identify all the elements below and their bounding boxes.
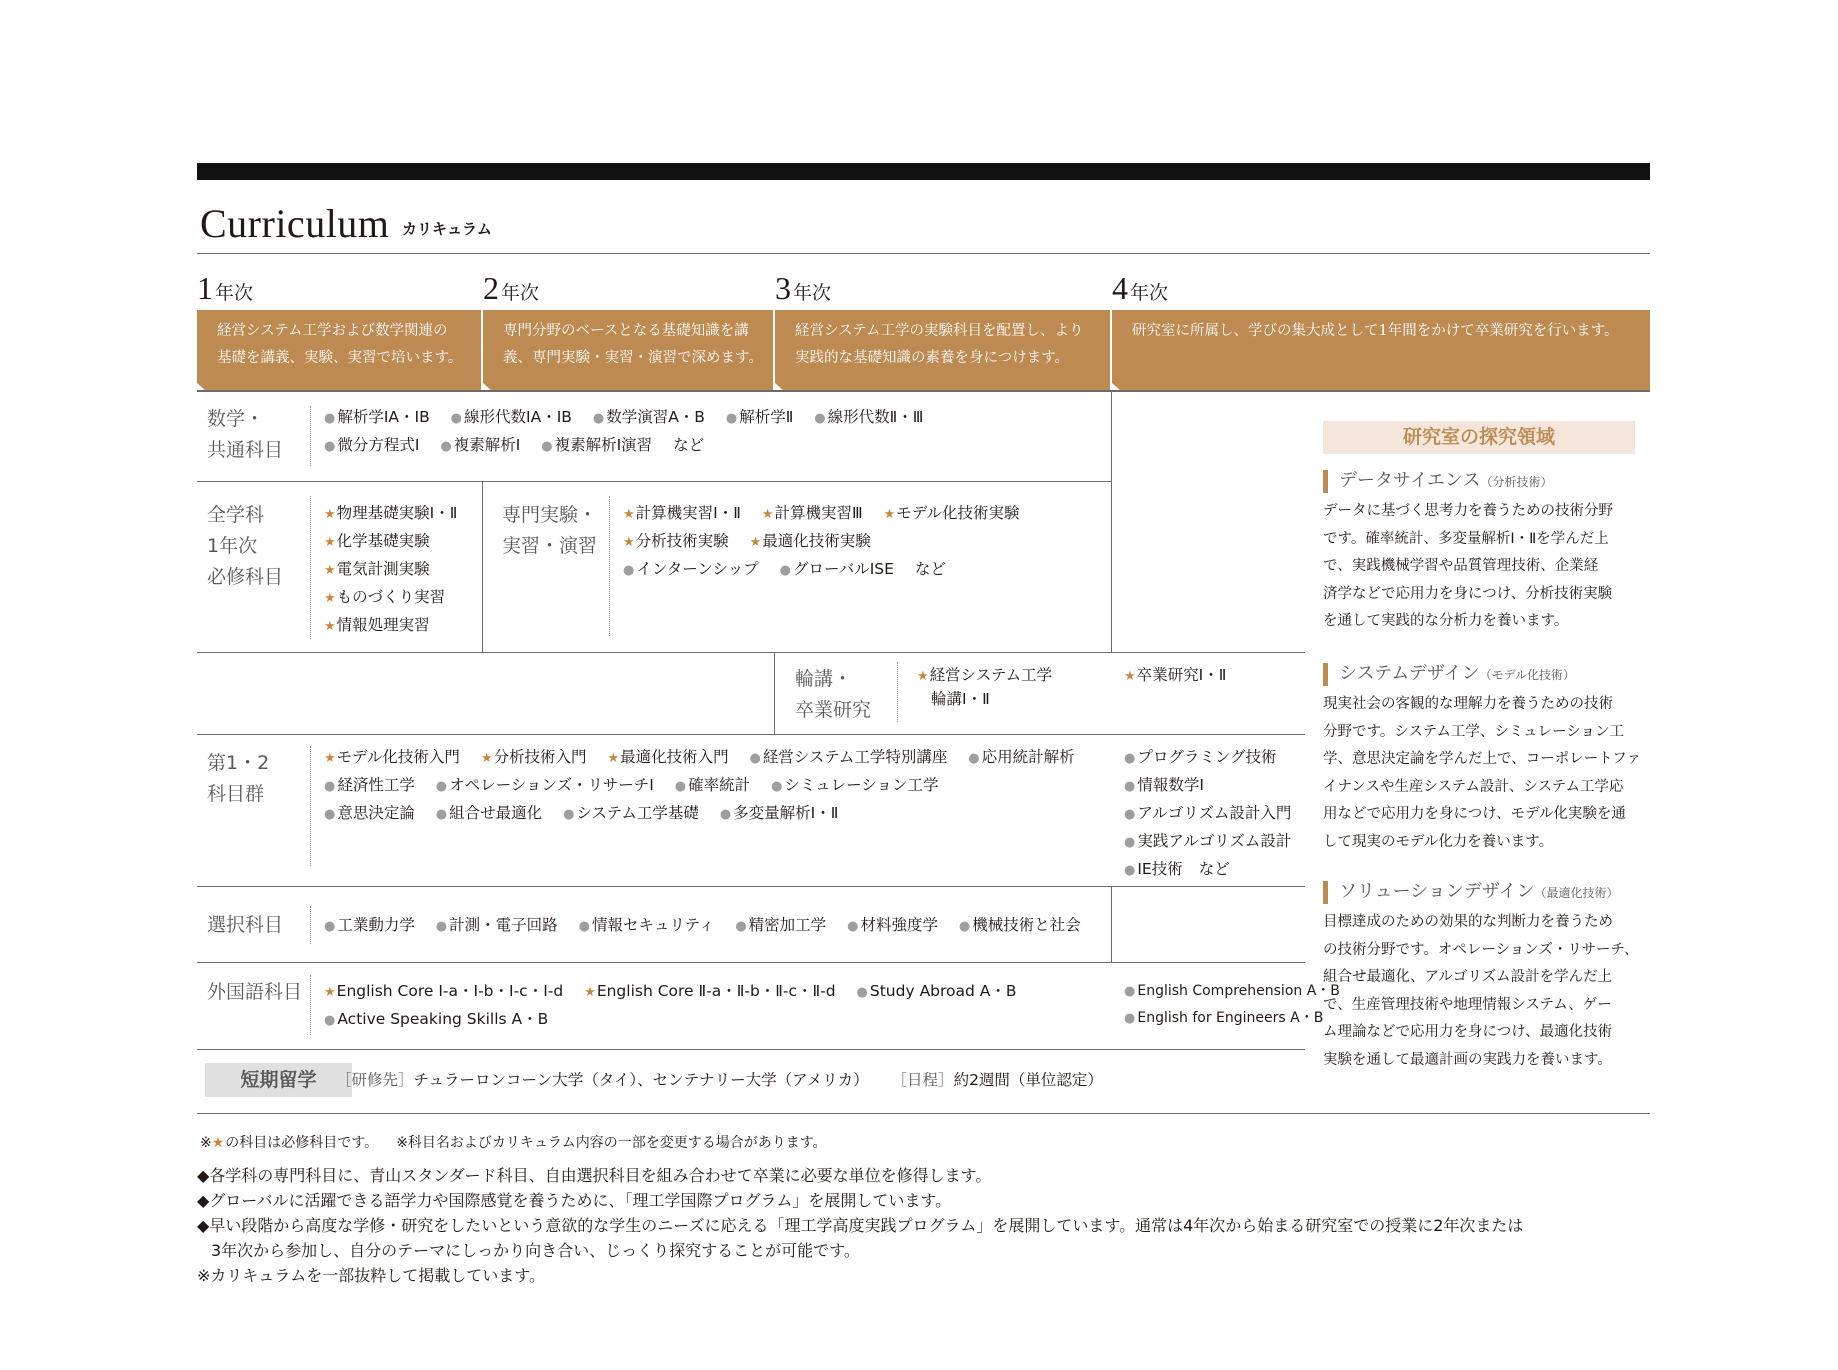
etc-text: など	[914, 560, 946, 578]
col-divider	[774, 652, 775, 734]
note-item: ◆グローバルに活躍できる語学力や国際感覚を養うために、「理工学国際プログラム」を展開しています。	[197, 1191, 952, 1210]
col-divider	[1111, 390, 1112, 652]
group-courses-year4	[1124, 744, 1291, 884]
bullet-dot-icon: ●	[435, 807, 448, 822]
footnote: ※★の科目は必修科目です。 ※科目名およびカリキュラム内容の一部を変更する場合があります。	[200, 1135, 827, 1151]
dotted-divider	[609, 496, 610, 636]
bullet-dot-icon: ●	[1124, 751, 1136, 766]
bullet-dot-icon: ●	[749, 751, 761, 766]
row-label-math: 数学・ 共通科目	[207, 408, 284, 461]
bullet-dot-icon: ●	[856, 985, 868, 1000]
dotted-divider	[897, 662, 898, 722]
study-abroad-info: ［研修先］チュラーロンコーン大学（タイ）、センテナリー大学（アメリカ） ［日程］約2週間（単位認定）	[336, 1071, 1103, 1089]
year-2-heading: 2 年次	[483, 270, 540, 306]
bullet-dot-icon: ●	[324, 779, 336, 794]
list-item: ★ものづくり実習	[324, 588, 446, 606]
sidebar-heading: システムデザイン（モデル化技術）	[1323, 663, 1648, 686]
bullet-dot-icon: ●	[450, 411, 463, 426]
note-item: 3年次から参加し、自分のテーマにしっかり向き合い、じっくり探究することが可能です。	[211, 1241, 860, 1260]
list-item: ★最適化技術入門	[607, 748, 729, 766]
year-4-heading: 4 年次	[1112, 270, 1169, 306]
required-star-icon: ★	[1124, 669, 1136, 684]
bullet-dot-icon: ●	[541, 439, 553, 454]
page-title: Curriculum	[200, 201, 390, 246]
year-4-description: 研究室に所属し、学びの集大成として1年間をかけて卒業研究を行います。	[1112, 310, 1650, 390]
sidebar-text: 現実社会の客観的な理解力を養うための技術 分野です。システム工学、シミュレーション工 学、意思決定論を学んだ上で、コーポレートファ イナンスや生産システム設計、システム工学応 用などで応用力を身につけ、モデル化実験を通 して現実のモデル化力を養います。	[1323, 696, 1641, 850]
graduation-research: ★卒業研究Ⅰ・Ⅱ	[1124, 666, 1227, 684]
col-divider	[1111, 886, 1112, 962]
bullet-dot-icon: ●	[324, 439, 336, 454]
bullet-dot-icon: ●	[623, 563, 635, 578]
required-star-icon: ★	[324, 535, 336, 550]
list-item: ● 材料強度学	[847, 916, 938, 934]
row-divider	[197, 1049, 1305, 1050]
list-item: ● 数学演習A・B	[592, 408, 705, 426]
bullet-dot-icon: ●	[324, 411, 336, 426]
required-star-icon: ★	[623, 535, 635, 550]
list-item: ● Study Abroad A・B	[856, 982, 1017, 1000]
year-1-heading: 1 年次	[197, 270, 254, 306]
bullet-dot-icon: ●	[435, 919, 448, 934]
list-item: ● 計測・電子回路	[435, 916, 558, 934]
sidebar-section-data-science	[1323, 470, 1648, 636]
list-item: ● 解析学IA・IB	[324, 408, 430, 426]
list-item: ● インターンシップ	[623, 560, 759, 578]
row-divider	[197, 886, 1305, 887]
bullet-dot-icon: ●	[563, 807, 575, 822]
list-item: ● システム工学基礎	[563, 804, 699, 822]
list-item: ● 組合せ最適化	[435, 804, 543, 822]
row-label-group: 第1・2 科目群	[207, 752, 270, 805]
bullet-dot-icon: ●	[771, 779, 783, 794]
list-item: ● プログラミング技術	[1124, 748, 1277, 766]
list-item: ★分析技術入門	[480, 748, 587, 766]
list-item: ● 複素解析Ⅰ演習	[541, 436, 653, 454]
list-item: ★English Core Ⅰ-a・Ⅰ-b・Ⅰ-c・Ⅰ-d	[324, 982, 564, 1000]
bullet-dot-icon: ●	[1124, 807, 1136, 822]
sidebar-heading: データサイエンス（分析技術）	[1323, 470, 1648, 493]
required-star-icon: ★	[211, 1135, 225, 1151]
bullet-dot-icon: ●	[578, 919, 590, 934]
bullet-dot-icon: ●	[779, 563, 791, 578]
year-3-description: 経営システム工学の実験科目を配置し、より 実践的な基礎知識の素養を身につけます。	[775, 310, 1110, 390]
required-star-icon: ★	[917, 669, 929, 684]
row-divider	[197, 481, 1111, 482]
list-item: ● 解析学Ⅱ	[725, 408, 794, 426]
list-item: ● 実践アルゴリズム設計	[1124, 832, 1292, 850]
list-item: ★English Core Ⅱ-a・Ⅱ-b・Ⅱ-c・Ⅱ-d	[584, 982, 836, 1000]
foreign-courses-year4	[1124, 978, 1340, 1032]
list-item: ● シミュレーション工学	[771, 776, 939, 794]
list-item: ● 複素解析Ⅰ	[440, 436, 521, 454]
list-item: ● 線形代数IA・IB	[450, 408, 572, 426]
bullet-dot-icon: ●	[674, 779, 687, 794]
year-1-description: 経営システム工学および数学関連の 基礎を講義、実験、実習で培います。	[197, 310, 481, 390]
required-star-icon: ★	[623, 507, 635, 522]
bullet-dot-icon: ●	[324, 919, 336, 934]
note-item: ◆早い段階から高度な学修・研究をしたいという意欲的な学生のニーズに応える「理工学高度実践プログラム」を展開しています。通常は4年次から始まる研究室での授業に2年次または	[197, 1216, 1524, 1235]
list-item: ● 工業動力学	[324, 916, 415, 934]
list-item: ★化学基礎実験	[324, 532, 430, 550]
list-item: ● 多変量解析Ⅰ・Ⅱ	[719, 804, 839, 822]
notes	[197, 1163, 1523, 1288]
seminar-course: ★経営システム工学 輪講Ⅰ・Ⅱ	[917, 666, 1053, 708]
page-subtitle: カリキュラム	[402, 220, 492, 238]
col-divider	[482, 481, 483, 652]
list-item: ● English Comprehension A・B	[1124, 983, 1340, 999]
required-star-icon: ★	[761, 507, 774, 522]
required-courses	[324, 500, 457, 640]
bullet-dot-icon: ●	[592, 411, 605, 426]
list-item: ★計算機実習Ⅰ・Ⅱ	[623, 504, 741, 522]
required-star-icon: ★	[324, 591, 336, 606]
list-item: ★情報処理実習	[324, 616, 430, 634]
elective-courses	[324, 912, 1081, 940]
required-star-icon: ★	[324, 985, 336, 1000]
list-item: ● English for Engineers A・B	[1124, 1010, 1324, 1026]
row-divider	[197, 962, 1305, 963]
list-item: ★モデル化技術実験	[883, 504, 1020, 522]
required-star-icon: ★	[883, 507, 896, 522]
list-item: ★分析技術実験	[623, 532, 729, 550]
dotted-divider	[310, 906, 311, 944]
list-item: ● 確率統計	[674, 776, 751, 794]
list-item: ● Active Speaking Skills A・B	[324, 1010, 549, 1028]
row-divider	[197, 734, 1305, 735]
bullet-dot-icon: ●	[435, 779, 448, 794]
bullet-dot-icon: ●	[847, 919, 859, 934]
list-item: ★電気計測実験	[324, 560, 430, 578]
title-divider	[197, 253, 1650, 254]
bullet-dot-icon: ●	[968, 751, 980, 766]
sidebar-text: データに基づく思考力を養うための技術分野 です。確率統計、多変量解析Ⅰ・Ⅱを学んだ上 で、実践機械学習や品質管理技術、企業経 済学などで応用力を身につけ、分析技術実験 を通して実践的な分析力を養います。	[1323, 503, 1613, 629]
bullet-dot-icon: ●	[1124, 984, 1136, 999]
bullet-dot-icon: ●	[735, 919, 747, 934]
sidebar-text: 目標達成のための効果的な判断力を養うため の技術分野です。オペレーションズ・リサーチ、 組合せ最適化、アルゴリズム設計を学んだ上 で、生産管理技術や地理情報システム、ゲー ム理論などで応用力を身につけ、最適化技術 実験を通して最適計画の実践力を養います。	[1323, 914, 1639, 1068]
list-item: ● 機械技術と社会	[958, 916, 1081, 934]
list-item: ● 情報セキュリティ	[578, 916, 715, 934]
bullet-dot-icon: ●	[958, 919, 971, 934]
dotted-divider	[310, 496, 311, 639]
sidebar-section-solution-design	[1323, 881, 1648, 1074]
bullet-dot-icon: ●	[324, 807, 336, 822]
required-star-icon: ★	[324, 507, 336, 522]
list-item: ★モデル化技術入門	[324, 748, 460, 766]
bullet-dot-icon: ●	[1124, 1011, 1136, 1026]
bullet-dot-icon: ●	[719, 807, 732, 822]
band-divider	[197, 390, 1650, 392]
year-2-description: 専門分野のベースとなる基礎知識を講 義、専門実験・実習・演習で深めます。	[483, 310, 773, 390]
list-item: ● 線形代数Ⅱ・Ⅲ	[814, 408, 924, 426]
list-item: ● 応用統計解析	[968, 748, 1075, 766]
list-item: ★計算機実習Ⅲ	[761, 504, 863, 522]
sidebar-heading: ソリューションデザイン（最適化技術）	[1323, 881, 1648, 904]
list-item: ● グローバルISE	[779, 560, 894, 578]
required-star-icon: ★	[584, 985, 596, 1000]
group-courses	[324, 744, 1075, 828]
required-star-icon: ★	[607, 751, 620, 766]
table-bottom-divider	[197, 1113, 1650, 1114]
etc-text: など	[673, 436, 705, 454]
dotted-divider	[310, 975, 311, 1035]
foreign-courses	[324, 978, 1017, 1034]
bullet-dot-icon: ●	[725, 411, 738, 426]
bullet-dot-icon: ●	[324, 1013, 336, 1028]
dotted-divider	[310, 406, 311, 466]
row-label-seminar: 輪講・ 卒業研究	[795, 668, 872, 721]
study-abroad-tag: 短期留学	[205, 1063, 352, 1097]
list-item: ● 意思決定論	[324, 804, 415, 822]
list-item: ★物理基礎実験Ⅰ・Ⅱ	[324, 504, 458, 522]
required-star-icon: ★	[324, 619, 336, 634]
bullet-dot-icon: ●	[1124, 835, 1136, 850]
required-star-icon: ★	[480, 751, 493, 766]
required-star-icon: ★	[324, 751, 336, 766]
list-item: ● 微分方程式Ⅰ	[324, 436, 420, 454]
row-label-elective: 選択科目	[207, 914, 284, 936]
top-bar	[197, 163, 1650, 180]
required-star-icon: ★	[324, 563, 336, 578]
list-item: ● 情報数学Ⅰ	[1124, 776, 1204, 794]
row-label-foreign: 外国語科目	[207, 981, 303, 1003]
list-item: ★最適化技術実験	[749, 532, 871, 550]
bullet-dot-icon: ●	[1124, 779, 1136, 794]
row-label-required: 全学科 1年次 必修科目	[207, 504, 284, 588]
bullet-dot-icon: ●	[814, 411, 826, 426]
bullet-dot-icon: ●	[1124, 863, 1136, 878]
list-item: ● アルゴリズム設計入門	[1124, 804, 1292, 822]
sidebar-section-system-design	[1323, 663, 1648, 856]
experiment-courses	[623, 500, 1019, 584]
sidebar-title: 研究室の探究領域	[1323, 421, 1635, 454]
row-divider	[197, 652, 1305, 653]
list-item: ● 経営システム工学特別講座	[749, 748, 948, 766]
row-label-experiments: 専門実験・ 実習・演習	[502, 504, 598, 557]
list-item: ● IE技術 など	[1124, 860, 1230, 878]
year-3-heading: 3 年次	[775, 270, 832, 306]
list-item: ● オペレーションズ・リサーチⅠ	[435, 776, 654, 794]
note-item: ◆各学科の専門科目に、青山スタンダード科目、自由選択科目を組み合わせて卒業に必要な単位を修得します。	[197, 1166, 992, 1185]
note-item: ※カリキュラムを一部抜粋して掲載しています。	[197, 1266, 545, 1285]
required-star-icon: ★	[749, 535, 762, 550]
list-item: ● 精密加工学	[735, 916, 827, 934]
list-item: ● 経済性工学	[324, 776, 415, 794]
bullet-dot-icon: ●	[440, 439, 452, 454]
dotted-divider	[310, 746, 311, 866]
math-courses	[324, 404, 923, 460]
